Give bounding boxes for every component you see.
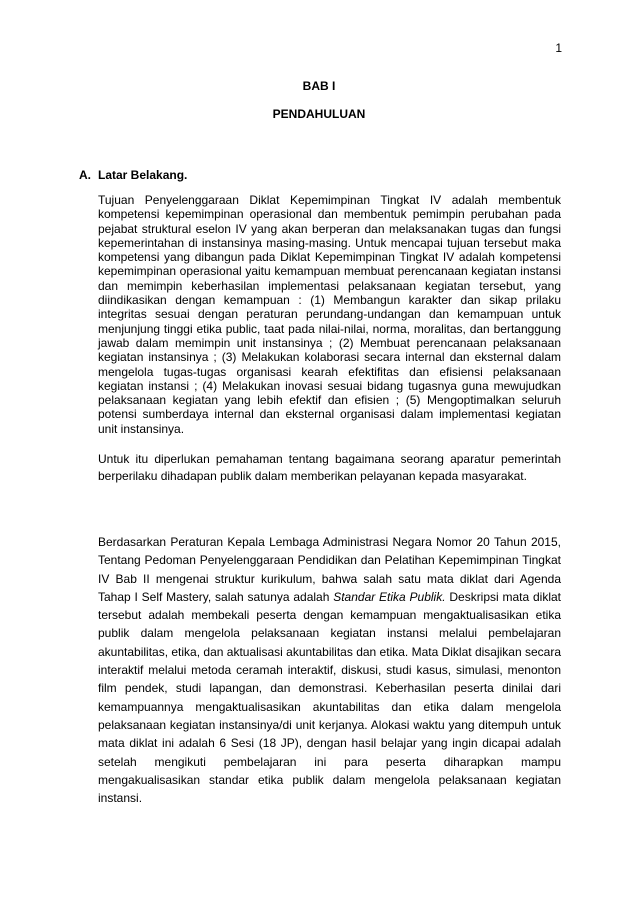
chapter-title: PENDAHULUAN <box>272 107 366 121</box>
chapter-number: BAB I <box>302 79 336 93</box>
paragraph-regulation-text-2: Deskripsi mata diklat tersebut adalah membekali peserta dengan kemampuan mengaktualisasikan etika publik dalam mengelola pelaksanaan kegiatan instansi melalui pembelajaran akuntabilitas, etika, dan aktualisasi akuntabilitas dan etika. Mata Diklat disajikan secara interaktif melalui metoda ceramah interaktif, diskusi, studi kasus, simulasi, menonton film pendek, studi lapangan, dan demonstrasi. Keberhasilan peserta dinilai dari kemampuannya mengaktualisasikan akuntabilitas dan etika dalam mengelola pelaksanaan kegiatan instansinya/di unit kerjanya. Alokasi waktu yang ditempuh untuk mata diklat ini adalah 6 Sesi (18 JP), dengan hasil belajar yang ingin dicapai adalah setelah mengikuti pembelajaran ini para peserta diharapkan mampu mengakualisasikan standar etika publik dalam mengelola pelaksanaan kegiatan instansi. <box>98 589 561 806</box>
section-heading <box>79 168 187 182</box>
paragraph-understanding: Untuk itu diperlukan pemahaman tentang bagaimana seorang aparatur pemerintah berperilaku dihadapan publik dalam memberikan pelayanan kepada masyarakat. <box>98 452 561 483</box>
course-title-italic: Standar Etika Publik. <box>333 589 446 604</box>
section-letter: A. <box>79 168 91 182</box>
paragraph-regulation <box>98 533 561 807</box>
paragraph-objectives: Tujuan Penyelenggaraan Diklat Kepemimpinan Tingkat IV adalah membentuk kompetensi kepemimpinan operasional dan membentuk pemimpin perubahan pada pejabat struktural eselon IV yang akan berperan dan melaksanakan tugas dan fungsi kepemerintahan di instansinya masing-masing. Untuk mencapai tujuan tersebut maka kompetensi yang dibangun pada Diklat Kepemimpinan Tingkat IV adalah kompetensi kepemimpinan operasional yaitu kemampuan membuat perencanaan kegiatan instansi dan memimpin keberhasilan implementasi pelaksanaan kegiatan tersebut, yang diindikasikan dengan kemampuan : (1) Membangun karakter dan sikap prilaku integritas sesuai dengan peraturan perundang-undangan dan kemampuan untuk menjunjung tinggi etika public, taat pada nilai-nilai, norma, moralitas, dan bertanggung jawab dalam memimpin unit instansinya ; (2) Membuat perencanaan pelaksanaan kegiatan instansinya ; (3) Melakukan kolaborasi secara internal dan eksternal dalam mengelola tugas-tugas organisasi kearah efektifitas dan efisiensi pelaksanaan kegiatan instansi ; (4) Melakukan inovasi sesuai bidang tugasnya guna mewujudkan pelaksanaan kegiatan yang lebih efektif dan efisien ; (5) Mengoptimalkan seluruh potensi sumberdaya internal dan eksternal organisasi dalam implementasi kegiatan unit instansinya. <box>98 193 561 436</box>
page-number: 1 <box>555 41 562 55</box>
section-title: Latar Belakang. <box>98 168 188 182</box>
paragraph-regulation-text-1: Berdasarkan Peraturan Kepala Lembaga Administrasi Negara Nomor 20 Tahun 2015, Tentang Pedoman Penyelenggaraan Pendidikan dan Pelatihan Kepemimpinan Tingkat IV Bab II mengenai struktur kurikulum, bahwa salah satu mata diklat dari Agenda Tahap I Self Mastery, salah satunya adalah <box>98 535 561 604</box>
